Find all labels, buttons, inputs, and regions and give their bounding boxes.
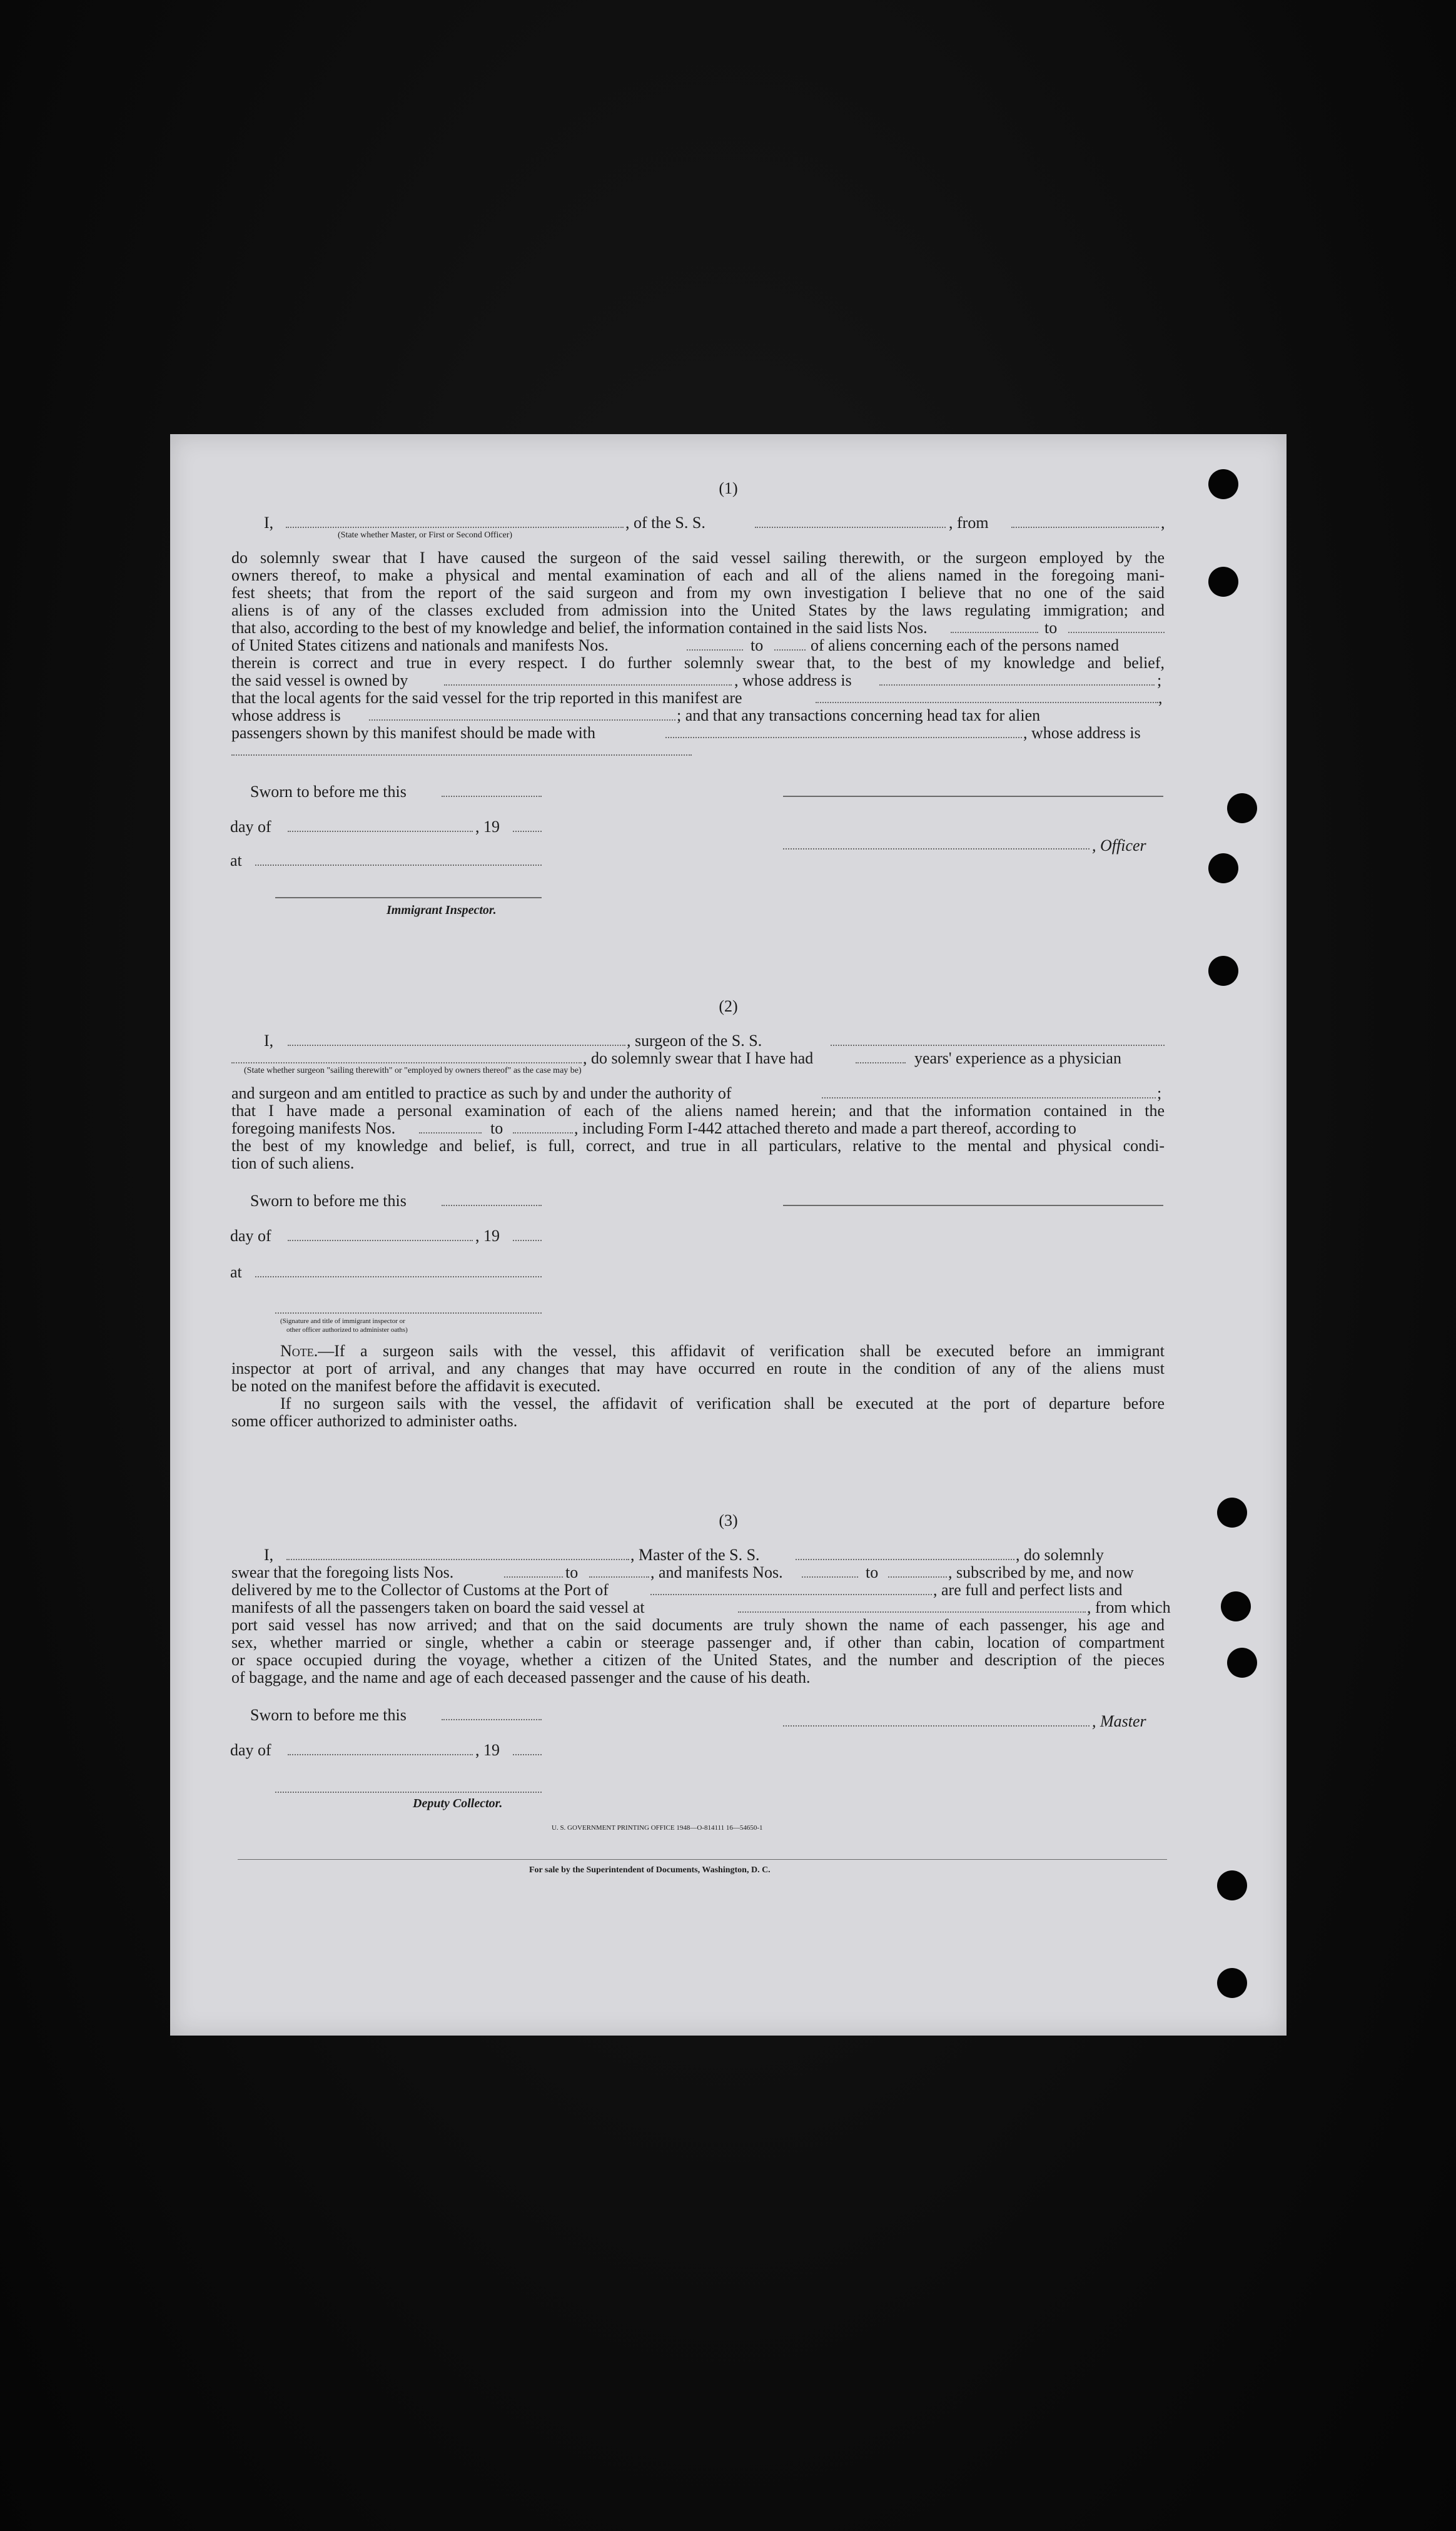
sec1-day-of: day of xyxy=(230,818,271,836)
punch-hole xyxy=(1208,853,1238,883)
sec1-whose-address-is: , whose address is xyxy=(1023,724,1141,742)
master-signature-line[interactable] xyxy=(783,1725,1089,1727)
sec1-line: do solemnly swear that I have caused the surgeon of the said vessel sailing therewith, or the surgeon employed by the xyxy=(231,549,1165,567)
sec3-to2: to xyxy=(866,1563,879,1581)
sec3-manifests-to-field[interactable] xyxy=(888,1576,947,1578)
vessel-name-field[interactable] xyxy=(755,527,946,528)
sec3-manifests-from-field[interactable] xyxy=(802,1576,858,1578)
sec3-sworn-day-field[interactable] xyxy=(442,1719,542,1720)
sec3-subscribed: , subscribed by me, and now xyxy=(948,1563,1134,1581)
sec2-i: I, xyxy=(264,1032,274,1050)
authority-field[interactable] xyxy=(822,1097,1156,1098)
years-field[interactable] xyxy=(856,1062,906,1063)
deputy-collector-caption: Deputy Collector. xyxy=(413,1797,503,1810)
sec3-to: to xyxy=(565,1563,579,1581)
sec1-sworn: Sworn to before me this xyxy=(250,783,407,801)
section-2-number: (2) xyxy=(719,997,738,1015)
lists-to-field[interactable] xyxy=(1068,632,1165,633)
manifests-to-field[interactable] xyxy=(774,649,806,651)
section-3-number: (3) xyxy=(719,1511,738,1529)
owner-field[interactable] xyxy=(444,684,732,686)
sec3-year-field[interactable] xyxy=(513,1754,542,1755)
sec1-semicolon: ; xyxy=(1157,671,1162,689)
sec2-including: , including Form I-442 attached thereto and made a part thereof, according to xyxy=(574,1119,1076,1137)
note-line: be noted on the manifest before the affidavit is executed. xyxy=(231,1377,601,1395)
sec2-year: , 19 xyxy=(475,1227,500,1245)
local-agents-field[interactable] xyxy=(816,702,1158,703)
sec2-to: to xyxy=(490,1119,503,1137)
punch-hole xyxy=(1217,1968,1247,1998)
sec3-manifests-line: manifests of all the passengers taken on board the said vessel at xyxy=(231,1598,645,1616)
sec3-from: , from which xyxy=(1087,1598,1171,1616)
punch-hole xyxy=(1208,567,1238,597)
sec1-to: to xyxy=(751,636,764,654)
sec1-of-aliens: of aliens concerning each of the persons named xyxy=(811,636,1120,654)
sec3-sworn: Sworn to before me this xyxy=(250,1706,407,1724)
gpo-imprint: U. S. GOVERNMENT PRINTING OFFICE 1948—O-814111 16—54650-1 xyxy=(552,1824,763,1832)
collector-signature-line[interactable] xyxy=(275,1792,542,1793)
sec2-manifests-to-field[interactable] xyxy=(513,1132,573,1134)
head-tax-address-field[interactable] xyxy=(231,754,692,756)
surgeon-name-field[interactable] xyxy=(288,1045,625,1046)
punch-hole xyxy=(1227,1648,1257,1678)
sec3-do-swear: , do solemnly xyxy=(1016,1546,1104,1564)
sec1-whose-address: , whose address is xyxy=(734,671,852,689)
sec3-i: I, xyxy=(264,1546,274,1564)
note2-line: some officer authorized to administer oaths. xyxy=(231,1412,518,1430)
sec1-line: of United States citizens and nationals and manifests Nos. xyxy=(231,636,609,654)
surgeon-signature-line[interactable] xyxy=(783,1205,1163,1206)
sec3-lists-from-field[interactable] xyxy=(504,1576,563,1578)
sec1-officer: , Officer xyxy=(1092,836,1146,855)
sec1-year: , 19 xyxy=(475,818,500,836)
note-text: —If a surgeon sails with the vessel, this affidavit of verification shall be executed before an immigrant xyxy=(318,1342,1165,1360)
manifest-form-page xyxy=(170,434,1287,2036)
officer-rank-caption: (State whether Master, or First or Second Officer) xyxy=(338,530,513,540)
signature-caption-2: other officer authorized to administer oaths) xyxy=(286,1326,408,1334)
sec1-line: passengers shown by this manifest should be made with xyxy=(231,724,596,742)
sec1-line: that the local agents for the said vessel for the trip reported in this manifest are xyxy=(231,689,742,707)
surgeon-status-field[interactable] xyxy=(231,1062,582,1063)
sec1-line: therein is correct and true in every respect. I do further solemnly swear that, to the best of my knowledge and belief, xyxy=(231,654,1165,672)
sec3-year: , 19 xyxy=(475,1741,500,1759)
sec3-delivered: delivered by me to the Collector of Customs at the Port of xyxy=(231,1581,609,1599)
sec3-manifests: , and manifests Nos. xyxy=(650,1563,783,1581)
note2-line: If no surgeon sails with the vessel, the affidavit of verification shall be executed at the port of departure before xyxy=(280,1394,1165,1413)
agents-address-field[interactable] xyxy=(369,719,675,721)
sec1-i: I, xyxy=(264,514,274,532)
sec3-line: port said vessel has now arrived; and that on the said documents are truly shown the name of each passenger, his age and xyxy=(231,1616,1165,1634)
sec1-comma: , xyxy=(1161,514,1165,532)
sec2-years: years' experience as a physician xyxy=(914,1049,1121,1067)
note-line xyxy=(231,1342,1165,1360)
sec2-line: that I have made a personal examination of each of the aliens named herein; and that the information contained in the xyxy=(231,1102,1165,1120)
sec1-line: fest sheets; that from the report of the said surgeon and from my own investigation I believe that no one of the said xyxy=(231,584,1165,602)
sec2-sworn-day-field[interactable] xyxy=(442,1205,542,1206)
from-port-field[interactable] xyxy=(1011,527,1159,528)
sec1-line: the said vessel is owned by xyxy=(231,671,408,689)
sec3-line: of baggage, and the name and age of each deceased passenger and the cause of his death. xyxy=(231,1668,811,1686)
sec2-semicolon: ; xyxy=(1157,1084,1162,1102)
officer-name-field[interactable] xyxy=(286,527,624,528)
sec2-line: tion of such aliens. xyxy=(231,1154,355,1172)
sec1-sworn-day-field[interactable] xyxy=(442,796,542,797)
sec3-master-label: , Master xyxy=(1092,1712,1146,1730)
sec2-at: at xyxy=(230,1263,242,1281)
sec3-swear: swear that the foregoing lists Nos. xyxy=(231,1563,454,1581)
sec3-vessel-field[interactable] xyxy=(796,1559,1014,1560)
sec3-full: , are full and perfect lists and xyxy=(933,1581,1123,1599)
sec2-sworn: Sworn to before me this xyxy=(250,1192,407,1210)
punch-hole xyxy=(1227,793,1257,823)
sec1-year-field[interactable] xyxy=(513,831,542,832)
owner-address-field[interactable] xyxy=(879,684,1155,686)
sec1-head-tax: ; and that any transactions concerning head tax for alien xyxy=(677,706,1041,724)
sec1-comma: , xyxy=(1158,689,1163,707)
head-tax-party-field[interactable] xyxy=(665,737,1022,738)
sec2-at-field[interactable] xyxy=(255,1276,542,1277)
lists-from-field[interactable] xyxy=(951,632,1038,633)
sec1-month-field[interactable] xyxy=(288,831,473,832)
sec2-surgeon: , surgeon of the S. S. xyxy=(627,1032,762,1050)
sec1-to: to xyxy=(1044,619,1058,637)
note-line: inspector at port of arrival, and any changes that may have occurred en route in the condition of any of the aliens must xyxy=(231,1359,1165,1377)
inspector-signature-line[interactable] xyxy=(275,897,542,898)
immigrant-inspector-caption: Immigrant Inspector. xyxy=(387,903,497,917)
sec1-at: at xyxy=(230,851,242,870)
sec3-lists-to-field[interactable] xyxy=(589,1576,649,1578)
officer-signature-line[interactable] xyxy=(783,796,1163,797)
sec3-day-of: day of xyxy=(230,1741,271,1759)
punch-hole xyxy=(1217,1870,1247,1900)
sec2-line: and surgeon and am entitled to practice as such by and under the authority of xyxy=(231,1084,732,1102)
sec2-inspector-signature-line[interactable] xyxy=(275,1312,542,1314)
sec1-of-ss: , of the S. S. xyxy=(625,514,705,532)
manifests-from-field[interactable] xyxy=(687,649,743,651)
sec3-line: sex, whether married or single, whether a cabin or steerage passenger and, if other than cabin, location of compartment xyxy=(231,1633,1165,1651)
punch-hole xyxy=(1208,956,1238,986)
officer-title-field[interactable] xyxy=(783,848,1089,850)
sec3-master: , Master of the S. S. xyxy=(630,1546,760,1564)
note-label: Note. xyxy=(280,1342,318,1360)
sec1-at-field[interactable] xyxy=(255,865,542,866)
sec2-month-field[interactable] xyxy=(288,1240,473,1241)
section-1-number: (1) xyxy=(719,479,738,497)
departure-port-field[interactable] xyxy=(738,1611,1086,1613)
master-name-field[interactable] xyxy=(286,1559,629,1560)
sec1-line: owners thereof, to make a physical and mental examination of each and all of the aliens named in the foregoing mani- xyxy=(231,566,1165,584)
sale-notice: For sale by the Superintendent of Documents, Washington, D. C. xyxy=(529,1865,771,1875)
customs-port-field[interactable] xyxy=(650,1594,932,1595)
signature-caption-1: (Signature and title of immigrant inspector or xyxy=(280,1317,405,1325)
sec2-vessel-field[interactable] xyxy=(831,1045,1165,1046)
punch-hole xyxy=(1221,1591,1251,1621)
sec2-manifests-from-field[interactable] xyxy=(419,1132,482,1134)
sec2-year-field[interactable] xyxy=(513,1240,542,1241)
sec3-line: or space occupied during the voyage, whether a citizen of the United States, and the number and description of the pieces xyxy=(231,1651,1165,1669)
sec2-line: foregoing manifests Nos. xyxy=(231,1119,396,1137)
sec1-line: that also, according to the best of my knowledge and belief, the information contained in the said lists Nos. xyxy=(231,619,928,637)
sec1-from: , from xyxy=(949,514,989,532)
footer-rule xyxy=(238,1859,1167,1860)
surgeon-status-caption: (State whether surgeon "sailing therewith" or "employed by owners thereof" as the case may be) xyxy=(244,1066,582,1075)
sec1-line: aliens is of any of the classes excluded from admission into the United States by the laws regulating immigration; and xyxy=(231,601,1165,619)
sec2-do-swear: , do solemnly swear that I have had xyxy=(583,1049,814,1067)
sec3-month-field[interactable] xyxy=(288,1754,473,1755)
sec1-line: whose address is xyxy=(231,706,341,724)
sec2-day-of: day of xyxy=(230,1227,271,1245)
sec2-line: the best of my knowledge and belief, is full, correct, and true in all particulars, relative to the mental and physical condi- xyxy=(231,1137,1165,1155)
